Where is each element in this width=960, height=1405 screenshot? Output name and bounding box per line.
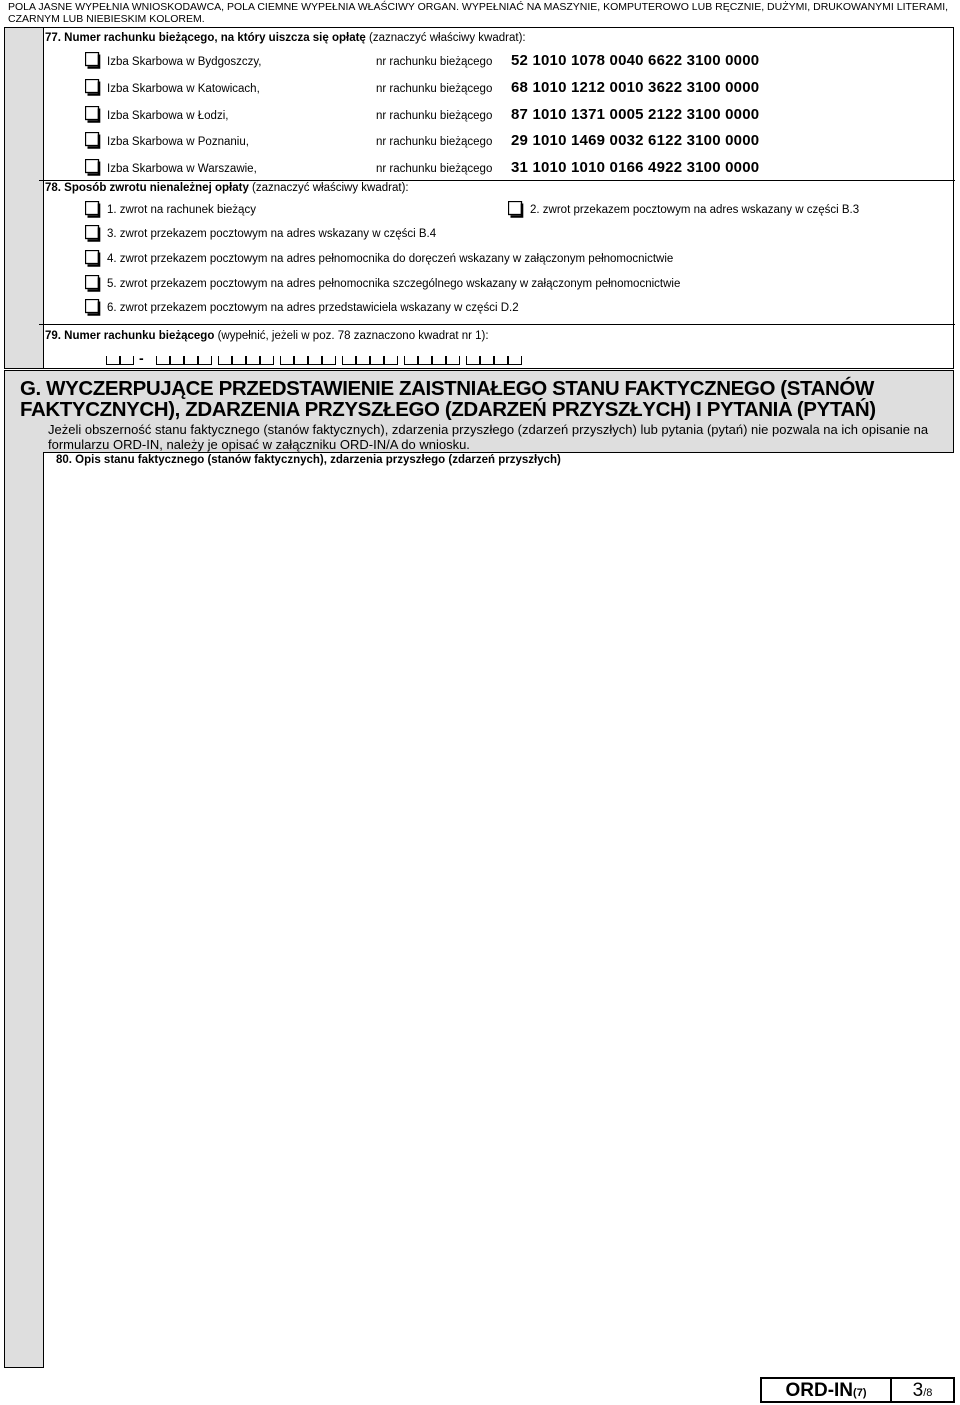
account-digit-box[interactable] (280, 356, 294, 365)
refund-method-option: 5. zwrot przekazem pocztowym na adres pełnomocnika szczególnego wskazany w załączonym pełnomocnictwie (107, 278, 681, 290)
checkbox-square-icon (85, 299, 102, 316)
account-digit-box[interactable] (446, 356, 460, 365)
page-number (892, 1379, 953, 1401)
checkbox[interactable] (85, 299, 101, 315)
field-77-number: 77. Numer rachunku bieżącego, na który uiszcza się opłatę (45, 32, 366, 44)
account-digit-box[interactable] (198, 356, 212, 365)
account-digit-box[interactable] (218, 356, 232, 365)
account-number: 87 1010 1371 0005 2122 3100 0000 (511, 106, 760, 123)
account-digit-box[interactable] (342, 356, 356, 365)
account-digit-box[interactable] (184, 356, 198, 365)
field-78-hint: (zaznaczyć właściwy kwadrat): (248, 182, 409, 194)
account-label: nr rachunku bieżącego (376, 83, 493, 95)
account-number: 68 1010 1212 0010 3622 3100 0000 (511, 79, 760, 96)
account-digit-box[interactable] (156, 356, 170, 365)
section-g-description: Jeżeli obszerność stanu faktycznego (stanów faktycznych), zdarzenia przyszłego (zdarzeń przyszłych) lub pytania (pytań) nie pozwala na ich opisanie na formularzu ORD-IN, należy je opisać w załączniku ORD-IN/A do wniosku. (48, 422, 929, 452)
checkbox[interactable] (85, 225, 101, 241)
field-79-hint: (wypełnić, jeżeli w poz. 78 zaznaczono kwadrat nr 1): (214, 330, 489, 342)
account-digit-box[interactable] (356, 356, 370, 365)
account-digit-box[interactable] (494, 356, 508, 365)
checkbox-square-icon (85, 106, 102, 123)
refund-method-option: 2. zwrot przekazem pocztowym na adres wskazany w części B.3 (530, 204, 860, 216)
account-digit-box[interactable] (508, 356, 522, 365)
form-symbol (762, 1379, 892, 1401)
field-77-hint: (zaznaczyć właściwy kwadrat): (365, 32, 526, 44)
separator-77-78 (39, 180, 955, 181)
field-77-label (45, 32, 526, 45)
field-78-number: 78. Sposób zwrotu nienależnej opłaty (45, 182, 249, 194)
account-digit-box[interactable] (294, 356, 308, 365)
account-label: nr rachunku bieżącego (376, 163, 493, 175)
account-digit-box[interactable] (404, 356, 418, 365)
checkbox[interactable] (85, 79, 101, 95)
section-g-title: G. WYCZERPUJĄCE PRZEDSTAWIENIE ZAISTNIAŁEGO STANU FAKTYCZNEGO (STANÓW FAKTYCZNYCH), ZDARZENIA PRZYSZŁEGO (ZDARZEŃ PRZYSZŁYCH) I PYTANIA (PYTAŃ) (20, 377, 876, 421)
checkbox[interactable] (85, 275, 101, 291)
form-version: (7) (853, 1387, 867, 1399)
account-digit-box[interactable] (308, 356, 322, 365)
refund-method-option: 6. zwrot przekazem pocztowym na adres przedstawiciela wskazany w części D.2 (107, 302, 519, 314)
tax-office-name: Izba Skarbowa w Bydgoszczy, (107, 56, 262, 68)
refund-method-option: 3. zwrot przekazem pocztowym na adres wskazany w części B.4 (107, 228, 437, 240)
refund-method-option: 1. zwrot na rachunek bieżący (107, 204, 256, 216)
fields-area (44, 28, 953, 368)
account-number-input[interactable] (106, 350, 896, 366)
account-dash: - (139, 350, 144, 366)
form-footer (760, 1377, 955, 1403)
account-digit-box[interactable] (170, 356, 184, 365)
account-number: 31 1010 1010 0166 4922 3100 0000 (511, 159, 760, 176)
form-instructions: POLA JASNE WYPEŁNIA WNIOSKODAWCA, POLA CIEMNE WYPEŁNIA WŁAŚCIWY ORGAN. WYPEŁNIAĆ NA MASZYNIE, KOMPUTEROWO LUB RĘCZNIE, DUŻYMI, DRUKOWANYMI LITERAMI, CZARNYM LUB NIEBIESKIM KOLOREM. (8, 1, 949, 25)
checkbox-square-icon (85, 159, 102, 176)
left-margin-bar (5, 28, 44, 368)
checkbox[interactable] (85, 201, 101, 217)
account-digit-box[interactable] (418, 356, 432, 365)
checkbox[interactable] (85, 159, 101, 175)
fields-77-79-frame (4, 27, 954, 369)
checkbox-square-icon (508, 201, 525, 218)
tax-office-name: Izba Skarbowa w Warszawie, (107, 163, 257, 175)
page-total: /8 (923, 1387, 933, 1399)
account-digit-box[interactable] (480, 356, 494, 365)
tax-office-name: Izba Skarbowa w Łodzi, (107, 110, 229, 122)
checkbox-square-icon (85, 275, 102, 292)
separator-78-79 (39, 324, 955, 325)
checkbox-square-icon (85, 52, 102, 69)
checkbox[interactable] (85, 132, 101, 148)
checkbox[interactable] (85, 250, 101, 266)
checkbox-square-icon (85, 79, 102, 96)
field-79-number: 79. Numer rachunku bieżącego (45, 330, 215, 342)
page-current: 3 (912, 1380, 924, 1401)
refund-method-option: 4. zwrot przekazem pocztowym na adres pełnomocnika do doręczeń wskazany w załączonym pełnomocnictwie (107, 253, 674, 265)
account-digit-box[interactable] (232, 356, 246, 365)
field-78-label (45, 182, 409, 195)
field-80-label: 80. Opis stanu faktycznego (stanów faktycznych), zdarzenia przyszłego (zdarzeń przyszłych) (56, 454, 561, 466)
checkbox[interactable] (85, 52, 101, 68)
checkbox[interactable] (508, 201, 524, 217)
account-number: 29 1010 1469 0032 6122 3100 0000 (511, 132, 760, 149)
tax-office-name: Izba Skarbowa w Poznaniu, (107, 136, 249, 148)
tax-office-name: Izba Skarbowa w Katowicach, (107, 83, 260, 95)
form-symbol-text: ORD-IN (785, 1380, 854, 1401)
account-digit-box[interactable] (246, 356, 260, 365)
account-digit-box[interactable] (120, 356, 134, 365)
account-digit-box[interactable] (384, 356, 398, 365)
account-digit-box[interactable] (322, 356, 336, 365)
account-label: nr rachunku bieżącego (376, 56, 493, 68)
checkbox-square-icon (85, 132, 102, 149)
checkbox[interactable] (85, 106, 101, 122)
account-digit-box[interactable] (106, 356, 120, 365)
field-79-label (45, 330, 489, 343)
account-digit-box[interactable] (260, 356, 274, 365)
checkbox-square-icon (85, 201, 102, 218)
checkbox-square-icon (85, 250, 102, 267)
account-label: nr rachunku bieżącego (376, 110, 493, 122)
account-digit-box[interactable] (370, 356, 384, 365)
checkbox-square-icon (85, 225, 102, 242)
account-digit-box[interactable] (466, 356, 480, 365)
field-80-textarea[interactable] (43, 452, 954, 1368)
account-number: 52 1010 1078 0040 6622 3100 0000 (511, 52, 760, 69)
account-label: nr rachunku bieżącego (376, 136, 493, 148)
account-digit-box[interactable] (432, 356, 446, 365)
